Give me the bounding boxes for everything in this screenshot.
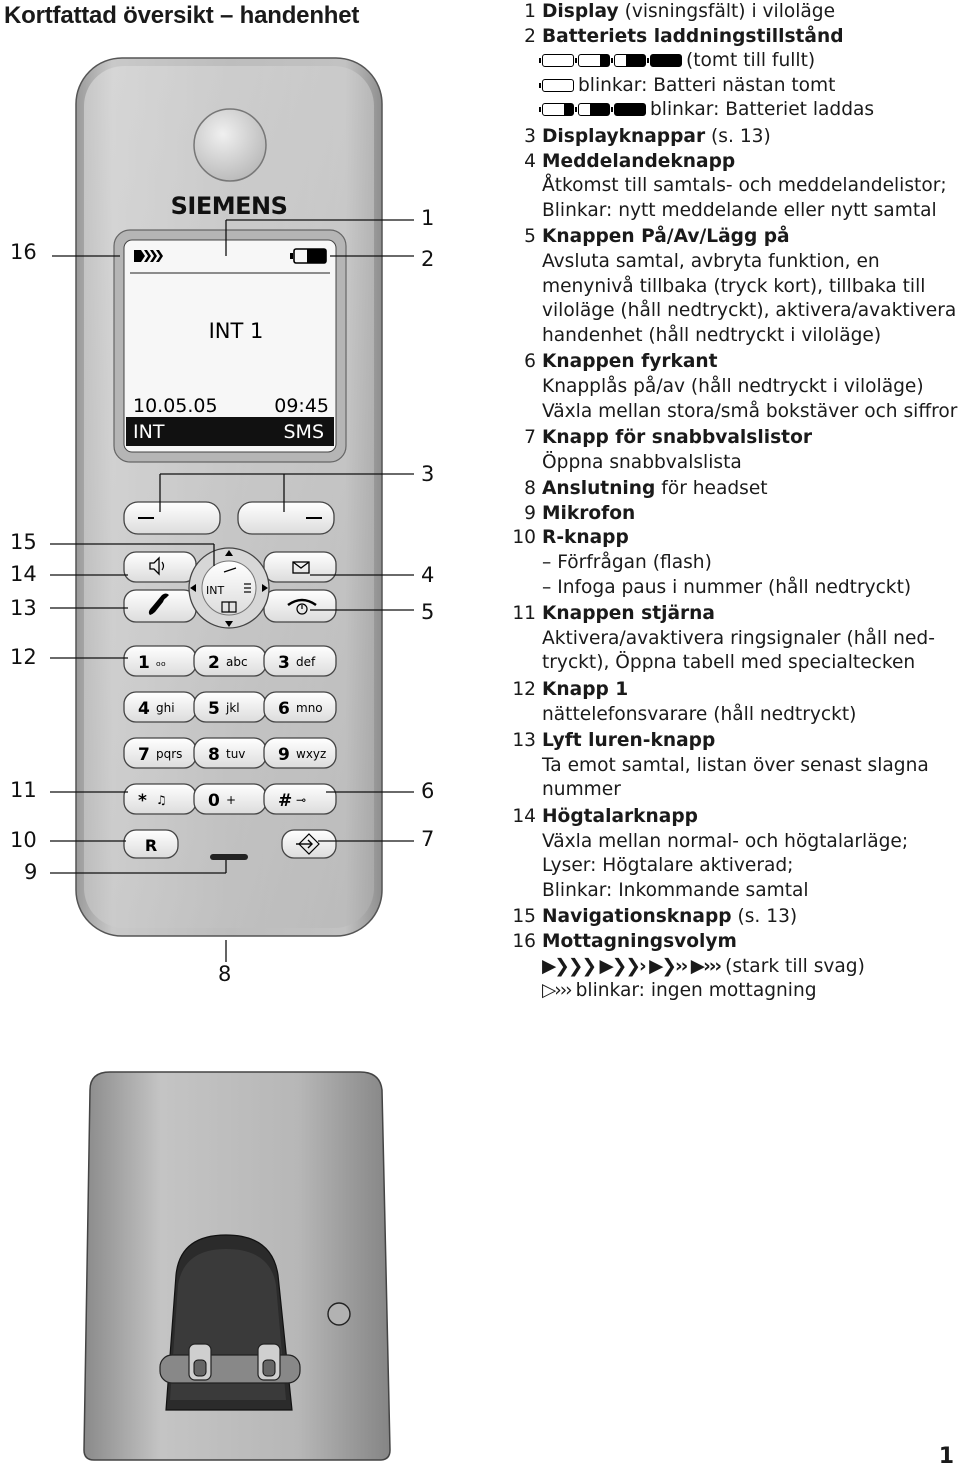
keypad-key-3[interactable] <box>264 646 336 676</box>
earpiece <box>194 109 266 181</box>
callout-10: 10 <box>10 828 37 852</box>
speaker-key[interactable] <box>124 552 196 582</box>
legend-item-1: 1 Display (visningsfält) i viloläge <box>524 1 836 22</box>
keypad-key-9[interactable] <box>264 738 336 768</box>
callout-2: 2 <box>421 247 435 271</box>
display-soft-left: INT <box>133 421 165 443</box>
keypad-key-5[interactable] <box>194 692 266 722</box>
brand-logo: SIEMENS <box>170 192 288 220</box>
page-title: Kortfattad översikt – handenhet <box>4 2 360 29</box>
charging-contact-right <box>258 1344 280 1380</box>
callout-6: 6 <box>421 779 435 803</box>
charging-contact-left <box>189 1344 211 1380</box>
keypad-key-6[interactable] <box>264 692 336 722</box>
keypad-key-letters: abc <box>226 655 248 669</box>
keypad-key-letters: wxyz <box>296 747 327 761</box>
display-date: 10.05.05 <box>133 395 218 417</box>
keypad-key-digit: 4 <box>138 699 150 719</box>
keypad-key-letters: ghi <box>156 701 175 715</box>
keypad-key-digit: 5 <box>208 699 220 719</box>
legend-item-13: 13 Lyft luren-knapp <box>512 730 716 752</box>
callout-15: 15 <box>10 530 37 554</box>
callout-8: 8 <box>218 962 232 986</box>
legend-item-9: 9 Mikrofon <box>524 502 636 524</box>
keypad-key-letters: pqrs <box>156 747 183 761</box>
end-key[interactable] <box>264 590 336 622</box>
base-led <box>328 1303 350 1325</box>
display-soft-right: SMS <box>283 421 324 443</box>
display-time: 09:45 <box>274 395 329 417</box>
no-signal-icon: ▷››› <box>542 980 571 1002</box>
callout-11: 11 <box>10 778 37 802</box>
callout-5: 5 <box>421 600 435 624</box>
keypad-key-2[interactable] <box>194 646 266 676</box>
legend-item-2: 2 Batteriets laddningstillstånd <box>524 25 844 47</box>
keypad-key-12[interactable] <box>264 784 336 814</box>
keypad-key-7[interactable] <box>124 738 196 768</box>
display-handset-name: INT 1 <box>208 319 264 343</box>
nav-center-label: INT <box>206 584 225 597</box>
legend-item-3: 3 Displayknappar (s. 13) <box>524 125 771 147</box>
keypad-key-digit: # <box>278 791 293 811</box>
battery-third-icon <box>542 103 574 116</box>
keypad-key-digit: 6 <box>278 699 290 719</box>
callout-3: 3 <box>421 462 435 486</box>
legend-item-14: 14 Högtalarknapp <box>512 806 698 827</box>
keypad-key-digit: 7 <box>138 745 150 765</box>
legend-item-6: 6 Knappen fyrkant <box>524 351 718 373</box>
legend-item-10: 10 R-knapp <box>512 527 629 549</box>
keypad-key-digit: 0 <box>208 791 220 811</box>
battery-empty-icon <box>542 79 574 92</box>
keypad-key-letters: tuv <box>226 747 246 761</box>
keypad-key-11[interactable] <box>194 784 266 814</box>
keypad-key-letters: ₒₒ <box>156 655 166 669</box>
legend-item-5: 5 Knappen På/Av/Lägg på <box>524 226 790 248</box>
keypad-key-digit: 9 <box>278 745 290 765</box>
keypad-key-letters: mno <box>296 701 323 715</box>
signal-levels-icon: ▶❯❯❯ ▶❯❯› ▶❯›› ▶››› <box>542 955 721 977</box>
callout-14: 14 <box>10 562 37 586</box>
legend-item-15: 15 Navigationsknapp (s. 13) <box>512 906 798 928</box>
keypad-key-letters: def <box>296 655 316 669</box>
battery-empty-icon <box>542 54 574 67</box>
keypad-key-8[interactable] <box>194 738 266 768</box>
keypad-key-digit: 2 <box>208 653 220 673</box>
legend-item-7: 7 Knapp för snabbvalslistor <box>524 427 813 449</box>
keypad-key-digit: 3 <box>278 653 290 673</box>
callout-4: 4 <box>421 563 435 587</box>
keypad-key-4[interactable] <box>124 692 196 722</box>
r-key-label: R <box>144 836 158 855</box>
talk-key[interactable] <box>124 590 196 622</box>
keypad-key-letters: + <box>226 793 237 807</box>
keypad-key-digit: * <box>138 791 147 811</box>
legend-item-4: 4 Meddelandeknapp <box>524 150 736 172</box>
callout-16: 16 <box>10 240 37 264</box>
keypad-key-letters: jkl <box>226 701 240 715</box>
legend: 1 Display (visningsfält) i viloläge 2 Batteriets laddningstillstånd (tomt till fullt) blinkar: Batteri nästan tomt blinkar: Batteriet laddas 3 Displayknappar (s. 13) 4 Meddelandeknapp Åtkomst till samtals- och meddelandelistor; Blinkar: nytt meddelande eller nytt samtal 5 Knappen På/Av/Lägg på Avsluta samtal, avbryta funktion, en menynivå tillbaka (tryck kort), tillbaka till viloläge (håll nedtryckt), aktivera/avaktivera handenhet (håll nedtryckt i viloläge) 6 Knappen fyrkant Knapplås på/av (håll nedtryckt i viloläge) Växla mellan stora/små bokstäver och siffror 7 Knapp för snabbvalslistor Öppna snabbvalslista 8 Anslutning för headset 9 Mikrofon 10 R-knapp – Förfrågan (flash) – Infoga paus i nummer (håll nedtryckt) 11 Knappen stjärna Aktivera/avaktivera ringsignaler (håll ned- tryckt), Öppna tabell med specialtecken 12 Knapp 1 nättelefonsvarare (håll nedtryckt) 13 Lyft luren-knapp Ta emot samtal, listan över senast slagna nummer 14 Högtalarknapp Växla mellan normal- och högtalarläge; Lyser: Högtalare aktiverad; Blinkar: Inkommande samtal 15 Navigationsknapp (s. 13) 16 Mottagningsvolym ▶❯❯❯ ▶❯❯› ▶❯›› ▶››› (stark till svag) ▷››› blinkar: ingen mottagning <box>508 0 960 1004</box>
page-number: 1 <box>938 1444 954 1469</box>
keypad-key-letters: ♫ <box>156 793 167 807</box>
keypad-key-digit: 1 <box>138 653 150 673</box>
keypad-key-digit: 8 <box>208 745 220 765</box>
battery-twothirds-icon <box>578 103 610 116</box>
keypad-key-10[interactable] <box>124 784 196 814</box>
callout-13: 13 <box>10 596 37 620</box>
battery-twothirds-icon <box>614 54 646 67</box>
legend-item-8: 8 Anslutning för headset <box>524 478 768 500</box>
legend-item-12: 12 Knapp 1 <box>512 679 629 701</box>
battery-full-icon <box>614 103 646 116</box>
legend-item-16: 16 Mottagningsvolym <box>512 930 737 952</box>
callout-7: 7 <box>421 827 435 851</box>
callout-9: 9 <box>24 860 38 884</box>
callout-1: 1 <box>421 206 435 230</box>
callout-12: 12 <box>10 645 37 669</box>
battery-full-icon <box>650 54 682 67</box>
microphone <box>210 854 248 860</box>
battery-third-icon <box>578 54 610 67</box>
keypad-key-letters: ⊸ <box>296 793 307 807</box>
legend-item-11: 11 Knappen stjärna <box>512 603 715 625</box>
keypad-key-1[interactable] <box>124 646 196 676</box>
